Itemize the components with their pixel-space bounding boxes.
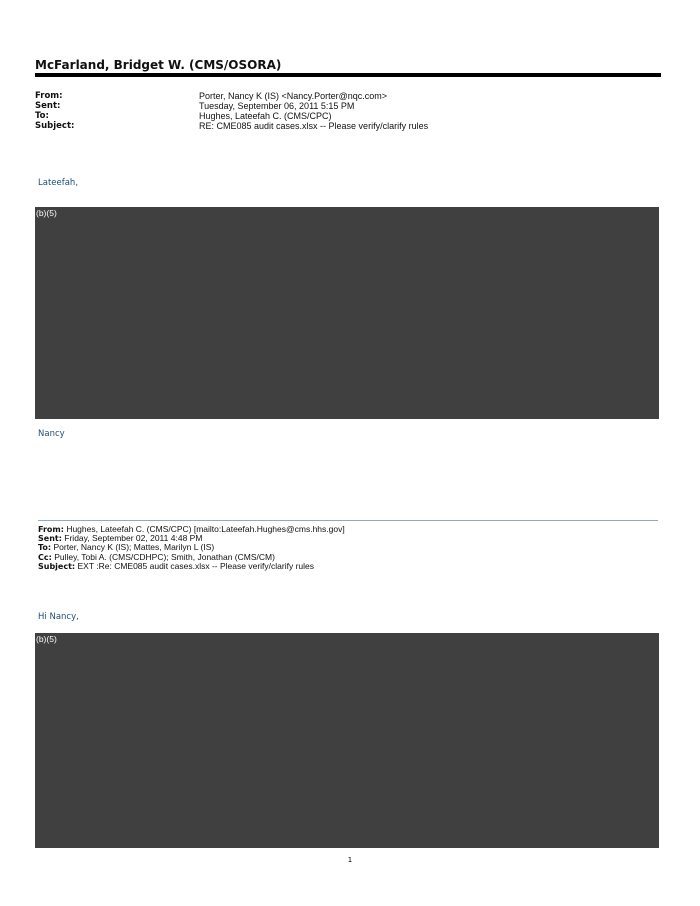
- redaction-label: (b)(5): [36, 634, 57, 644]
- fwd-label: To:: [38, 543, 52, 553]
- header-row-to: [35, 111, 661, 121]
- fwd-label: Subject:: [38, 561, 76, 571]
- redaction-label: (b)(5): [36, 208, 57, 218]
- fwd-label: From:: [38, 525, 64, 534]
- email-header: [35, 91, 661, 131]
- header-label: From:: [35, 91, 63, 101]
- fwd-value: EXT :Re: CME085 audit cases.xlsx -- Please verify/clarify rules: [77, 560, 315, 571]
- fwd-value: Hughes, Lateefah C. (CMS/CPC) [mailto:Lateefah.Hughes@cms.hhs.gov]: [66, 524, 345, 534]
- header-value: Porter, Nancy K (IS) <Nancy.Porter@nqc.com>: [199, 91, 388, 101]
- header-value: Tuesday, September 06, 2011 5:15 PM: [199, 101, 355, 111]
- header-label: Sent:: [35, 101, 61, 111]
- fwd-value: Porter, Nancy K (IS); Mattes, Marilyn L (IS): [53, 542, 215, 553]
- header-value: Hughes, Lateefah C. (CMS/CPC): [199, 111, 332, 121]
- greeting: Lateefah,: [38, 178, 79, 188]
- page-title: McFarland, Bridget W. (CMS/OSORA): [35, 58, 282, 72]
- header-row-sent: [35, 101, 661, 111]
- header-row-from: [35, 91, 661, 101]
- title-rule: [35, 73, 661, 77]
- separator-line: [38, 520, 658, 521]
- fwd-label: Sent:: [38, 534, 62, 544]
- header-label: To:: [35, 111, 49, 121]
- header-label: Subject:: [35, 121, 75, 131]
- header-value: RE: CME085 audit cases.xlsx -- Please verify/clarify rules: [199, 121, 429, 131]
- forwarded-header: [38, 525, 658, 571]
- fwd-label: Cc:: [38, 552, 52, 562]
- redaction-block-1: [35, 207, 659, 419]
- fwd-value: Friday, September 02, 2011 4:48 PM: [64, 533, 203, 544]
- page-number: 1: [347, 856, 353, 864]
- signoff: Nancy: [38, 429, 65, 439]
- forwarded-greeting: Hi Nancy,: [38, 612, 79, 622]
- fwd-row-subject: [38, 562, 658, 571]
- fwd-value: Pulley, Tobi A. (CMS/CDHPC); Smith, Jonathan (CMS/CM): [54, 551, 275, 562]
- header-row-subject: [35, 121, 661, 131]
- redaction-block-2: [35, 633, 659, 848]
